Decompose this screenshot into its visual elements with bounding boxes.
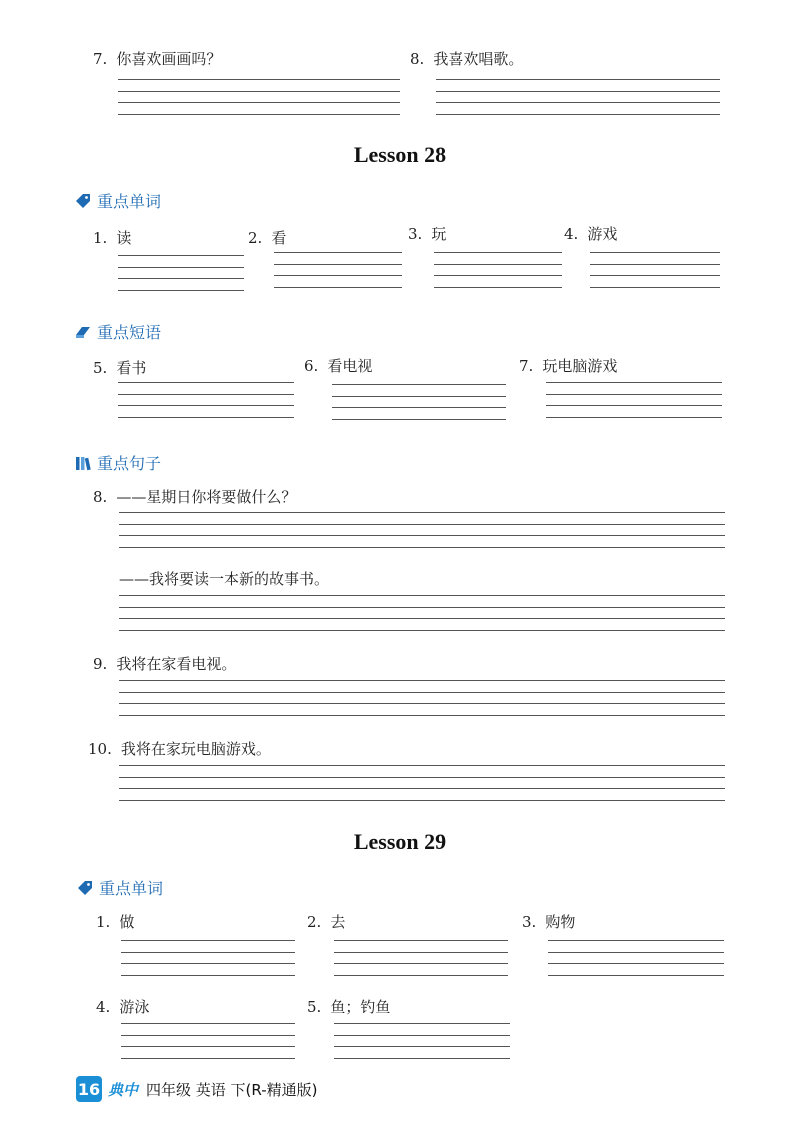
exercise-item: 2. 去 [307, 913, 346, 931]
exercise-item: 3. 玩 [408, 225, 447, 243]
lesson-title: Lesson 28 [353, 142, 447, 167]
exercise-item: 3. 购物 [522, 913, 576, 931]
answer-lines[interactable] [118, 79, 400, 125]
exercise-item: 4. 游泳 [96, 998, 150, 1016]
answer-lines[interactable] [118, 382, 294, 428]
exercise-item: 8. ——星期日你将要做什么？ [93, 488, 297, 506]
answer-lines[interactable] [118, 255, 244, 301]
page-number: 16 [76, 1076, 102, 1102]
book-icon [74, 323, 92, 341]
item-prompt: 你喜欢画画吗？ [116, 50, 222, 68]
tag-icon [76, 879, 94, 897]
book-title: 四年级 英语 下(R-精通版) [146, 1080, 318, 1099]
brand-logo: 典中 [108, 1080, 139, 1099]
exercise-item: 6. 看电视 [304, 357, 373, 375]
exercise-item [93, 48, 221, 69]
section-header-phrases: 重点短语 [74, 320, 161, 343]
exercise-item: 1. 读 [93, 229, 132, 247]
answer-lines[interactable] [334, 1023, 510, 1069]
exercise-item: 4. 游戏 [564, 225, 618, 243]
lesson-title: Lesson 29 [353, 829, 447, 854]
books-icon [74, 454, 92, 472]
section-header-words: 重点单词 [74, 189, 161, 212]
answer-lines[interactable] [436, 79, 720, 125]
exercise-item: 7. 玩电脑游戏 [519, 357, 618, 375]
answer-lines[interactable] [121, 1023, 295, 1069]
answer-lines[interactable] [119, 765, 725, 811]
answer-lines[interactable] [434, 252, 562, 298]
section-header-sentences: 重点句子 [74, 451, 161, 474]
exercise-item: 5. 鱼；钓鱼 [307, 998, 391, 1016]
item-prompt: 我喜欢唱歌。 [433, 50, 524, 68]
item-number: 8. [410, 50, 425, 68]
exercise-item: 2. 看 [248, 229, 287, 247]
answer-lines[interactable] [121, 940, 295, 986]
answer-lines[interactable] [119, 512, 725, 558]
section-header-words: 重点单词 [76, 876, 163, 899]
exercise-item [410, 48, 523, 69]
page-footer [76, 1076, 317, 1102]
answer-lines[interactable] [274, 252, 402, 298]
tag-icon [74, 192, 92, 210]
answer-lines[interactable] [546, 382, 722, 428]
exercise-item: 1. 做 [96, 913, 135, 931]
exercise-item: 5. 看书 [93, 359, 147, 377]
answer-lines[interactable] [119, 595, 725, 641]
item-number: 7. [93, 50, 108, 68]
answer-lines[interactable] [334, 940, 508, 986]
answer-lines[interactable] [119, 680, 725, 726]
answer-lines[interactable] [590, 252, 720, 298]
exercise-item: 9. 我将在家看电视。 [93, 655, 237, 673]
answer-lines[interactable] [548, 940, 724, 986]
answer-lines[interactable] [332, 384, 506, 430]
exercise-item: 10. 我将在家玩电脑游戏。 [88, 740, 271, 758]
exercise-item: ——我将要读一本新的故事书。 [119, 570, 330, 588]
